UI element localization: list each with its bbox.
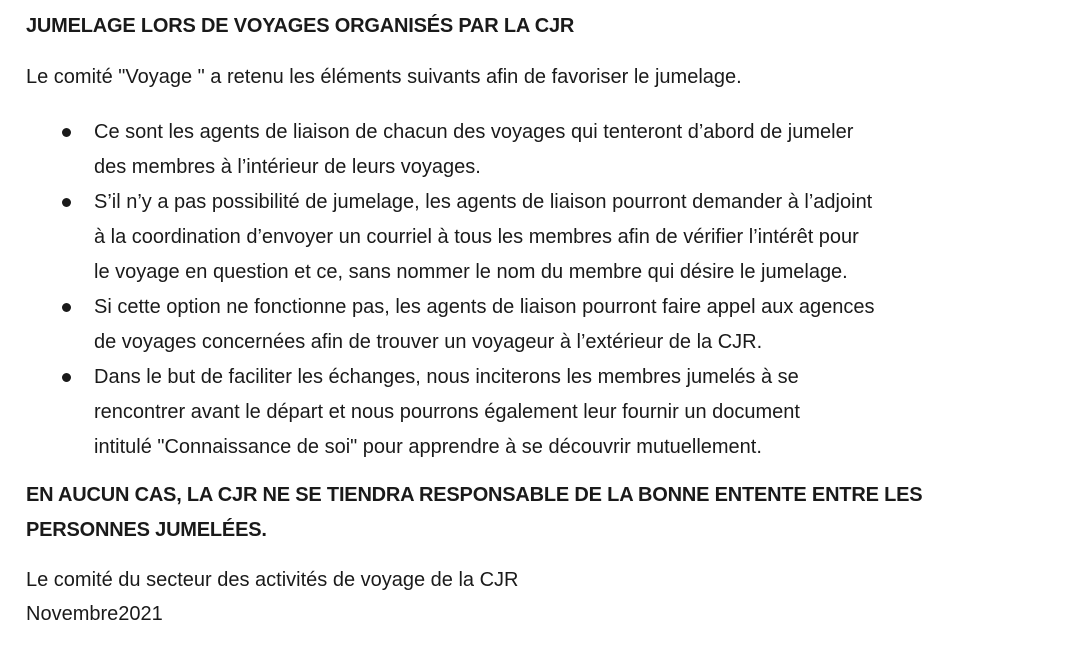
bullet-text-line: des membres à l’intérieur de leurs voyages. — [94, 156, 481, 178]
bullet-icon — [62, 198, 71, 207]
intro-paragraph: Le comité "Voyage " a retenu les éléments suivants afin de favoriser le jumelage. — [26, 66, 742, 88]
signature-date: Novembre2021 — [26, 603, 163, 625]
bullet-text-line: à la coordination d’envoyer un courriel à tous les membres afin de vérifier l’intérêt pour — [94, 226, 859, 248]
signature-block — [26, 563, 518, 631]
list-item — [26, 290, 1056, 360]
bullet-text-line: intitulé "Connaissance de soi" pour apprendre à se découvrir mutuellement. — [94, 436, 762, 458]
bullet-text-line: S’il n’y a pas possibilité de jumelage, les agents de liaison pourront demander à l’adjoint — [94, 191, 873, 213]
list-item — [26, 115, 1056, 185]
bullet-text-line: Dans le but de faciliter les échanges, nous inciterons les membres jumelés à se — [94, 366, 799, 388]
signature-committee: Le comité du secteur des activités de voyage de la CJR — [26, 569, 519, 591]
disclaimer-warning — [26, 478, 1056, 548]
list-item — [26, 360, 1056, 465]
bullet-text-line: Ce sont les agents de liaison de chacun des voyages qui tenteront d’abord de jumeler — [94, 121, 854, 143]
disclaimer-line: EN AUCUN CAS, LA CJR NE SE TIENDRA RESPONSABLE DE LA BONNE ENTENTE ENTRE LES — [26, 484, 923, 506]
bullet-text-line: de voyages concernées afin de trouver un voyageur à l’extérieur de la CJR. — [94, 331, 763, 353]
bullet-list — [26, 115, 1056, 465]
bullet-icon — [62, 373, 71, 382]
bullet-icon — [62, 303, 71, 312]
bullet-text-line: Si cette option ne fonctionne pas, les agents de liaison pourront faire appel aux agences — [94, 296, 875, 318]
bullet-icon — [62, 128, 71, 137]
bullet-text-line: rencontrer avant le départ et nous pourrons également leur fournir un document — [94, 401, 800, 423]
bullet-text-line: le voyage en question et ce, sans nommer le nom du membre qui désire le jumelage. — [94, 261, 848, 283]
disclaimer-line: PERSONNES JUMELÉES. — [26, 519, 267, 541]
document-title: JUMELAGE LORS DE VOYAGES ORGANISÉS PAR LA CJR — [26, 15, 575, 37]
list-item — [26, 185, 1056, 290]
